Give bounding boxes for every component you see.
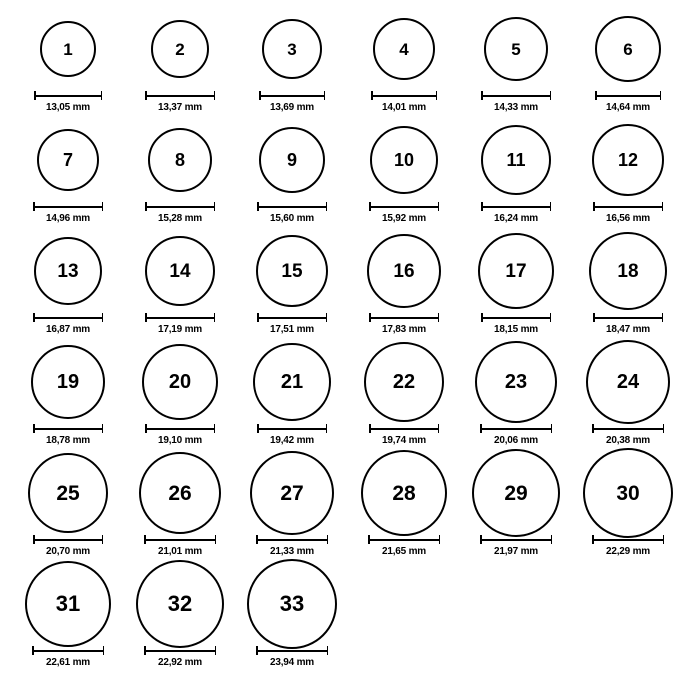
- ring-circle: [136, 560, 224, 648]
- ring-size-cell[interactable]: [460, 452, 572, 557]
- dimension-line-icon: [32, 650, 104, 652]
- ring-circle-wrap: [370, 119, 438, 201]
- ring-measurement: [368, 535, 440, 557]
- ring-circle-wrap: [151, 8, 209, 90]
- ring-circle-wrap: [34, 230, 102, 312]
- dimension-line-icon: [33, 317, 103, 319]
- dimension-line-icon: [257, 428, 327, 430]
- ring-circle: [31, 345, 105, 419]
- ring-size-cell[interactable]: [348, 341, 460, 446]
- ring-size-cell[interactable]: [348, 8, 460, 113]
- ring-circle-wrap: [475, 341, 557, 423]
- ring-circle-wrap: [250, 452, 334, 534]
- ring-measurement: [144, 646, 216, 668]
- dimension-line-icon: [480, 539, 552, 541]
- dimension-line-icon: [256, 539, 328, 541]
- ring-size-row: [12, 452, 688, 563]
- ring-size-cell[interactable]: [236, 341, 348, 446]
- dimension-line-icon: [481, 95, 551, 97]
- dimension-line-icon: [259, 95, 325, 97]
- ring-size-cell[interactable]: [572, 230, 684, 335]
- ring-circle: [472, 449, 560, 537]
- ring-circle-wrap: [247, 563, 337, 645]
- ring-size-number: 2: [175, 39, 185, 59]
- ring-size-number: 26: [168, 481, 192, 505]
- dimension-bar-icon: [145, 313, 215, 322]
- ring-measurement: [33, 535, 103, 557]
- ring-size-cell[interactable]: [348, 452, 460, 557]
- ring-size-number: 17: [505, 260, 527, 282]
- ring-measurement: [145, 202, 215, 224]
- ring-circle-wrap: [586, 341, 670, 423]
- ring-size-cell[interactable]: [12, 119, 124, 224]
- dimension-line-icon: [592, 428, 664, 430]
- ring-diameter-label: 21,65 mm: [382, 546, 426, 557]
- ring-measurement: [145, 424, 215, 446]
- ring-size-cell[interactable]: [12, 452, 124, 557]
- ring-size-cell[interactable]: [124, 8, 236, 113]
- ring-size-number: 3: [287, 39, 297, 59]
- dimension-line-icon: [34, 95, 102, 97]
- dimension-line-icon: [145, 317, 215, 319]
- dimension-line-icon: [145, 206, 215, 208]
- ring-size-number: 31: [55, 591, 81, 616]
- ring-diameter-label: 18,78 mm: [46, 435, 90, 446]
- dimension-bar-icon: [145, 91, 215, 100]
- ring-diameter-label: 15,60 mm: [270, 213, 314, 224]
- dimension-line-icon: [257, 317, 327, 319]
- ring-circle-wrap: [472, 452, 560, 534]
- ring-measurement: [145, 313, 215, 335]
- ring-measurement: [593, 313, 663, 335]
- dimension-line-icon: [145, 428, 215, 430]
- ring-size-cell[interactable]: [236, 119, 348, 224]
- ring-measurement: [259, 91, 325, 113]
- ring-circle-wrap: [592, 119, 664, 201]
- ring-circle: [37, 129, 99, 191]
- ring-measurement: [256, 646, 328, 668]
- dimension-bar-icon: [33, 424, 103, 433]
- ring-measurement: [371, 91, 437, 113]
- ring-circle: [139, 452, 221, 534]
- ring-circle-wrap: [589, 230, 667, 312]
- dimension-bar-icon: [32, 646, 104, 655]
- dimension-bar-icon: [480, 424, 552, 433]
- ring-measurement: [592, 535, 664, 557]
- dimension-line-icon: [480, 428, 552, 430]
- ring-diameter-label: 20,70 mm: [46, 546, 90, 557]
- ring-size-row: [12, 8, 688, 119]
- ring-size-cell[interactable]: [572, 452, 684, 557]
- ring-size-number: 16: [393, 260, 415, 282]
- ring-size-cell[interactable]: [348, 230, 460, 335]
- dimension-line-icon: [257, 206, 327, 208]
- ring-size-number: 32: [167, 591, 193, 616]
- ring-size-number: 30: [616, 481, 640, 505]
- ring-size-number: 22: [392, 371, 416, 393]
- ring-circle-wrap: [40, 8, 96, 90]
- ring-measurement: [593, 202, 663, 224]
- dimension-bar-icon: [592, 535, 664, 544]
- ring-diameter-label: 16,56 mm: [606, 213, 650, 224]
- ring-size-cell[interactable]: [12, 230, 124, 335]
- ring-circle: [28, 453, 108, 533]
- dimension-bar-icon: [257, 424, 327, 433]
- dimension-bar-icon: [33, 313, 103, 322]
- ring-size-cell[interactable]: [236, 8, 348, 113]
- dimension-line-icon: [144, 539, 216, 541]
- dimension-line-icon: [371, 95, 437, 97]
- ring-diameter-label: 13,05 mm: [46, 102, 90, 113]
- ring-circle-wrap: [28, 452, 108, 534]
- ring-measurement: [595, 91, 661, 113]
- ring-measurement: [481, 202, 551, 224]
- dimension-bar-icon: [369, 424, 439, 433]
- ring-size-number: 19: [56, 371, 80, 393]
- ring-circle-wrap: [25, 563, 111, 645]
- dimension-line-icon: [256, 650, 328, 652]
- ring-circle: [364, 342, 444, 422]
- ring-size-number: 1: [63, 39, 73, 59]
- dimension-line-icon: [145, 95, 215, 97]
- ring-measurement: [480, 424, 552, 446]
- ring-circle: [595, 16, 661, 82]
- ring-measurement: [145, 91, 215, 113]
- ring-size-number: 6: [623, 39, 633, 59]
- ring-diameter-label: 16,87 mm: [46, 324, 90, 335]
- dimension-bar-icon: [481, 202, 551, 211]
- ring-diameter-label: 15,28 mm: [158, 213, 202, 224]
- ring-size-cell[interactable]: [572, 341, 684, 446]
- dimension-bar-icon: [257, 313, 327, 322]
- dimension-bar-icon: [369, 202, 439, 211]
- ring-measurement: [369, 202, 439, 224]
- ring-diameter-label: 14,64 mm: [606, 102, 650, 113]
- ring-size-number: 8: [174, 150, 185, 170]
- dimension-bar-icon: [256, 535, 328, 544]
- ring-size-number: 29: [504, 481, 528, 505]
- ring-size-number: 11: [506, 150, 526, 170]
- ring-diameter-label: 21,33 mm: [270, 546, 314, 557]
- ring-size-number: 27: [280, 481, 304, 505]
- ring-size-number: 25: [56, 481, 80, 505]
- ring-size-cell[interactable]: [236, 230, 348, 335]
- ring-diameter-label: 17,19 mm: [158, 324, 202, 335]
- ring-circle-wrap: [364, 341, 444, 423]
- ring-size-number: 24: [616, 371, 640, 393]
- dimension-line-icon: [592, 539, 664, 541]
- dimension-line-icon: [368, 539, 440, 541]
- ring-circle-wrap: [148, 119, 212, 201]
- dimension-line-icon: [369, 206, 439, 208]
- ring-diameter-label: 19,74 mm: [382, 435, 426, 446]
- ring-circle: [145, 236, 215, 306]
- ring-circle: [370, 126, 438, 194]
- ring-circle: [589, 232, 667, 310]
- ring-size-row: [12, 119, 688, 230]
- ring-diameter-label: 14,96 mm: [46, 213, 90, 224]
- ring-circle: [25, 561, 111, 647]
- ring-size-cell[interactable]: [124, 452, 236, 557]
- ring-size-number: 7: [62, 150, 73, 170]
- ring-circle: [373, 18, 435, 80]
- ring-size-number: 13: [57, 260, 79, 282]
- dimension-bar-icon: [257, 202, 327, 211]
- ring-circle: [262, 19, 322, 79]
- ring-size-cell[interactable]: [460, 341, 572, 446]
- ring-size-number: 5: [511, 39, 521, 59]
- ring-circle-wrap: [361, 452, 447, 534]
- dimension-line-icon: [33, 428, 103, 430]
- ring-size-number: 15: [281, 260, 303, 282]
- ring-size-cell[interactable]: [236, 563, 348, 668]
- ring-circle: [583, 448, 673, 538]
- ring-circle-wrap: [478, 230, 554, 312]
- dimension-bar-icon: [481, 91, 551, 100]
- dimension-bar-icon: [593, 202, 663, 211]
- dimension-bar-icon: [145, 202, 215, 211]
- dimension-bar-icon: [145, 424, 215, 433]
- ring-size-cell[interactable]: [572, 119, 684, 224]
- ring-diameter-label: 18,47 mm: [606, 324, 650, 335]
- ring-size-number: 28: [392, 481, 416, 505]
- ring-circle: [259, 127, 325, 193]
- ring-size-number: 14: [169, 260, 191, 282]
- ring-size-number: 23: [504, 371, 528, 393]
- ring-measurement: [257, 424, 327, 446]
- ring-size-cell[interactable]: [460, 8, 572, 113]
- ring-measurement: [592, 424, 664, 446]
- ring-size-row: [12, 230, 688, 341]
- ring-size-cell[interactable]: [236, 452, 348, 557]
- ring-circle-wrap: [253, 341, 331, 423]
- ring-size-cell[interactable]: [460, 119, 572, 224]
- ring-diameter-label: 22,29 mm: [606, 546, 650, 557]
- dimension-bar-icon: [144, 535, 216, 544]
- dimension-line-icon: [369, 428, 439, 430]
- ring-measurement: [33, 313, 103, 335]
- ring-diameter-label: 16,24 mm: [494, 213, 538, 224]
- ring-diameter-label: 13,69 mm: [270, 102, 314, 113]
- ring-size-number: 4: [399, 39, 409, 59]
- ring-circle-wrap: [142, 341, 218, 423]
- ring-size-number: 18: [617, 260, 639, 282]
- ring-measurement: [369, 313, 439, 335]
- ring-size-cell[interactable]: [12, 563, 124, 668]
- ring-circle: [361, 450, 447, 536]
- ring-diameter-label: 18,15 mm: [494, 324, 538, 335]
- ring-circle: [151, 20, 209, 78]
- ring-circle-wrap: [367, 230, 441, 312]
- dimension-line-icon: [144, 650, 216, 652]
- ring-diameter-label: 13,37 mm: [158, 102, 202, 113]
- ring-circle-wrap: [136, 563, 224, 645]
- dimension-line-icon: [369, 317, 439, 319]
- dimension-line-icon: [33, 206, 103, 208]
- ring-size-number: 20: [168, 371, 192, 393]
- ring-size-cell[interactable]: [124, 563, 236, 668]
- ring-measurement: [369, 424, 439, 446]
- ring-diameter-label: 22,61 mm: [46, 657, 90, 668]
- dimension-line-icon: [481, 317, 551, 319]
- ring-size-number: 10: [393, 150, 415, 170]
- dimension-bar-icon: [595, 91, 661, 100]
- ring-diameter-label: 14,01 mm: [382, 102, 426, 113]
- dimension-bar-icon: [33, 535, 103, 544]
- ring-size-row: [12, 563, 688, 674]
- ring-size-cell[interactable]: [124, 341, 236, 446]
- ring-diameter-label: 17,83 mm: [382, 324, 426, 335]
- ring-size-number: 33: [279, 591, 305, 616]
- ring-diameter-label: 19,10 mm: [158, 435, 202, 446]
- dimension-line-icon: [593, 317, 663, 319]
- ring-circle: [148, 128, 212, 192]
- ring-size-cell[interactable]: [124, 119, 236, 224]
- ring-circle: [478, 233, 554, 309]
- ring-circle-wrap: [484, 8, 548, 90]
- dimension-bar-icon: [34, 91, 102, 100]
- ring-diameter-label: 20,38 mm: [606, 435, 650, 446]
- ring-circle: [481, 125, 551, 195]
- ring-diameter-label: 21,01 mm: [158, 546, 202, 557]
- dimension-bar-icon: [33, 202, 103, 211]
- ring-diameter-label: 22,92 mm: [158, 657, 202, 668]
- ring-circle: [250, 451, 334, 535]
- ring-circle: [256, 235, 328, 307]
- ring-size-cell[interactable]: [348, 119, 460, 224]
- ring-diameter-label: 20,06 mm: [494, 435, 538, 446]
- ring-size-cell[interactable]: [460, 230, 572, 335]
- ring-measurement: [257, 202, 327, 224]
- ring-measurement: [144, 535, 216, 557]
- ring-measurement: [480, 535, 552, 557]
- ring-circle-wrap: [262, 8, 322, 90]
- ring-measurement: [32, 646, 104, 668]
- ring-diameter-label: 15,92 mm: [382, 213, 426, 224]
- dimension-bar-icon: [593, 313, 663, 322]
- dimension-bar-icon: [259, 91, 325, 100]
- ring-circle-wrap: [373, 8, 435, 90]
- ring-circle: [367, 234, 441, 308]
- ring-circle-wrap: [145, 230, 215, 312]
- dimension-bar-icon: [144, 646, 216, 655]
- ring-diameter-label: 23,94 mm: [270, 657, 314, 668]
- ring-diameter-label: 14,33 mm: [494, 102, 538, 113]
- ring-measurement: [33, 424, 103, 446]
- ring-size-cell[interactable]: [12, 8, 124, 113]
- ring-diameter-label: 21,97 mm: [494, 546, 538, 557]
- ring-circle-wrap: [259, 119, 325, 201]
- dimension-bar-icon: [481, 313, 551, 322]
- ring-size-number: 12: [617, 150, 639, 170]
- ring-circle: [253, 343, 331, 421]
- ring-measurement: [481, 91, 551, 113]
- ring-diameter-label: 17,51 mm: [270, 324, 314, 335]
- ring-circle-wrap: [583, 452, 673, 534]
- ring-size-row: [12, 341, 688, 452]
- dimension-bar-icon: [592, 424, 664, 433]
- ring-measurement: [256, 535, 328, 557]
- ring-circle: [592, 124, 664, 196]
- ring-circle: [247, 559, 337, 649]
- ring-measurement: [34, 91, 102, 113]
- dimension-bar-icon: [368, 535, 440, 544]
- ring-circle-wrap: [481, 119, 551, 201]
- ring-circle-wrap: [595, 8, 661, 90]
- ring-circle-wrap: [139, 452, 221, 534]
- ring-circle: [475, 341, 557, 423]
- ring-measurement: [33, 202, 103, 224]
- ring-circle: [484, 17, 548, 81]
- ring-measurement: [481, 313, 551, 335]
- dimension-bar-icon: [480, 535, 552, 544]
- ring-circle: [586, 340, 670, 424]
- ring-circle: [34, 237, 102, 305]
- dimension-line-icon: [481, 206, 551, 208]
- dimension-bar-icon: [371, 91, 437, 100]
- dimension-bar-icon: [369, 313, 439, 322]
- dimension-line-icon: [33, 539, 103, 541]
- dimension-line-icon: [593, 206, 663, 208]
- ring-measurement: [257, 313, 327, 335]
- ring-size-cell[interactable]: [124, 230, 236, 335]
- ring-circle-wrap: [31, 341, 105, 423]
- ring-size-cell[interactable]: [572, 8, 684, 113]
- ring-circle: [40, 21, 96, 77]
- ring-size-number: 21: [280, 371, 304, 393]
- ring-circle-wrap: [256, 230, 328, 312]
- ring-diameter-label: 19,42 mm: [270, 435, 314, 446]
- ring-circle-wrap: [37, 119, 99, 201]
- ring-size-cell[interactable]: [12, 341, 124, 446]
- dimension-line-icon: [595, 95, 661, 97]
- ring-size-number: 9: [286, 150, 297, 170]
- dimension-bar-icon: [256, 646, 328, 655]
- ring-circle: [142, 344, 218, 420]
